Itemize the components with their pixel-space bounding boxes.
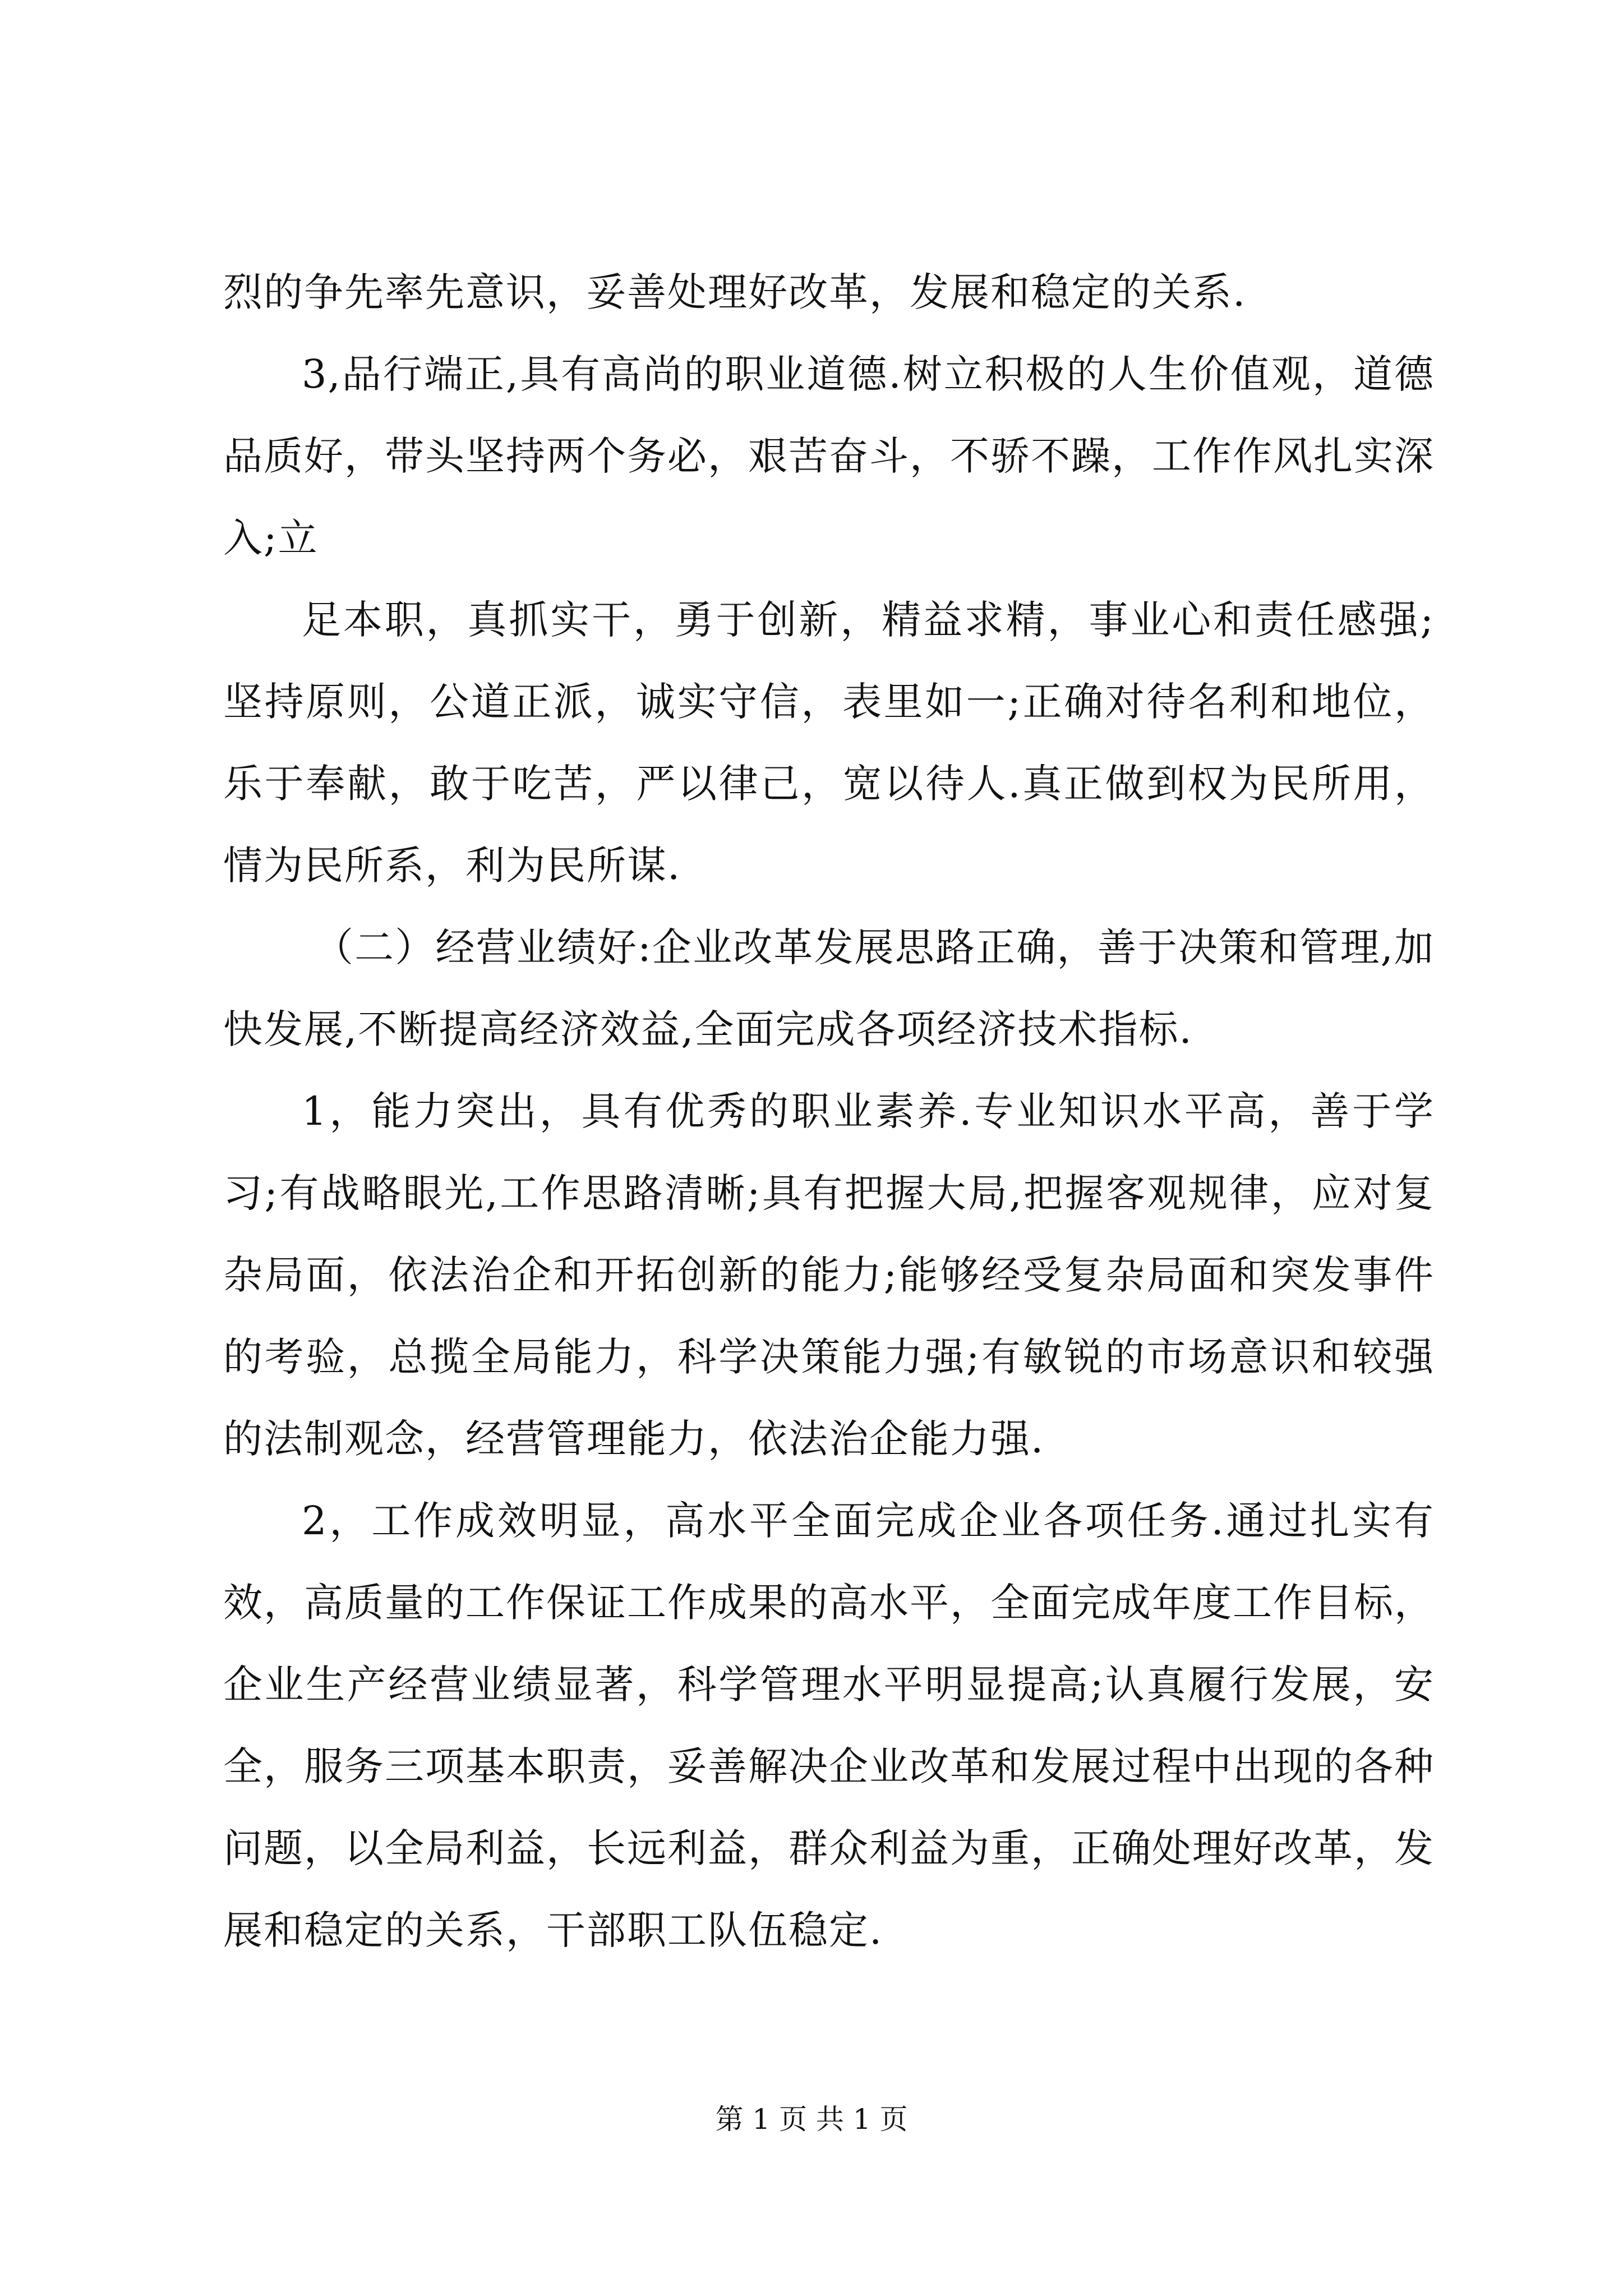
paragraph-continuation: 烈的争先率先意识，妥善处理好改革，发展和稳定的关系. xyxy=(223,269,1247,315)
paragraph-item-3: 3,品行端正,具有高尚的职业道德.树立积极的人生价值观，道德品质好，带头坚持两个务必，艰苦奋斗，不骄不躁，工作作风扎实深入;立 xyxy=(223,351,1435,561)
paragraph-item-2: 2，工作成效明显，高水平全面完成企业各项任务.通过扎实有效，高质量的工作保证工作成果的高水平，全面完成年度工作目标，企业生产经营业绩显著，科学管理水平明显提高;认真履行发展，安全，服务三项基本职责，妥善解决企业改革和发展过程中出现的各种问题，以全局利益，长远利益，群众利益为重，正确处理好改革，发展和稳定的关系，干部职工队伍稳定. xyxy=(223,1498,1435,1953)
paragraph-item-3-continued: 足本职，真抓实干，勇于创新，精益求精，事业心和责任感强;坚持原则，公道正派，诚实守信，表里如一;正确对待名利和地位，乐于奉献，敢于吃苦，严以律己，宽以待人.真正做到权为民所用，情为民所系，利为民所谋. xyxy=(223,597,1435,889)
page-footer: 第 1 页 共 1 页 xyxy=(715,2103,908,2136)
document-body xyxy=(223,251,1435,1971)
paragraph-item-1: 1，能力突出，具有优秀的职业素养.专业知识水平高，善于学习;有战略眼光,工作思路清晰;具有把握大局,把握客观规律，应对复杂局面，依法治企和开拓创新的能力;能够经受复杂局面和突发事件的考验，总揽全局能力，科学决策能力强;有敏锐的市场意识和较强的法制观念，经营管理能力，依法治企能力强. xyxy=(223,1088,1435,1462)
section-heading-2: （二）经营业绩好:企业改革发展思路正确，善于决策和管理,加快发展,不断提高经济效益,全面完成各项经济技术指标. xyxy=(223,924,1435,1052)
